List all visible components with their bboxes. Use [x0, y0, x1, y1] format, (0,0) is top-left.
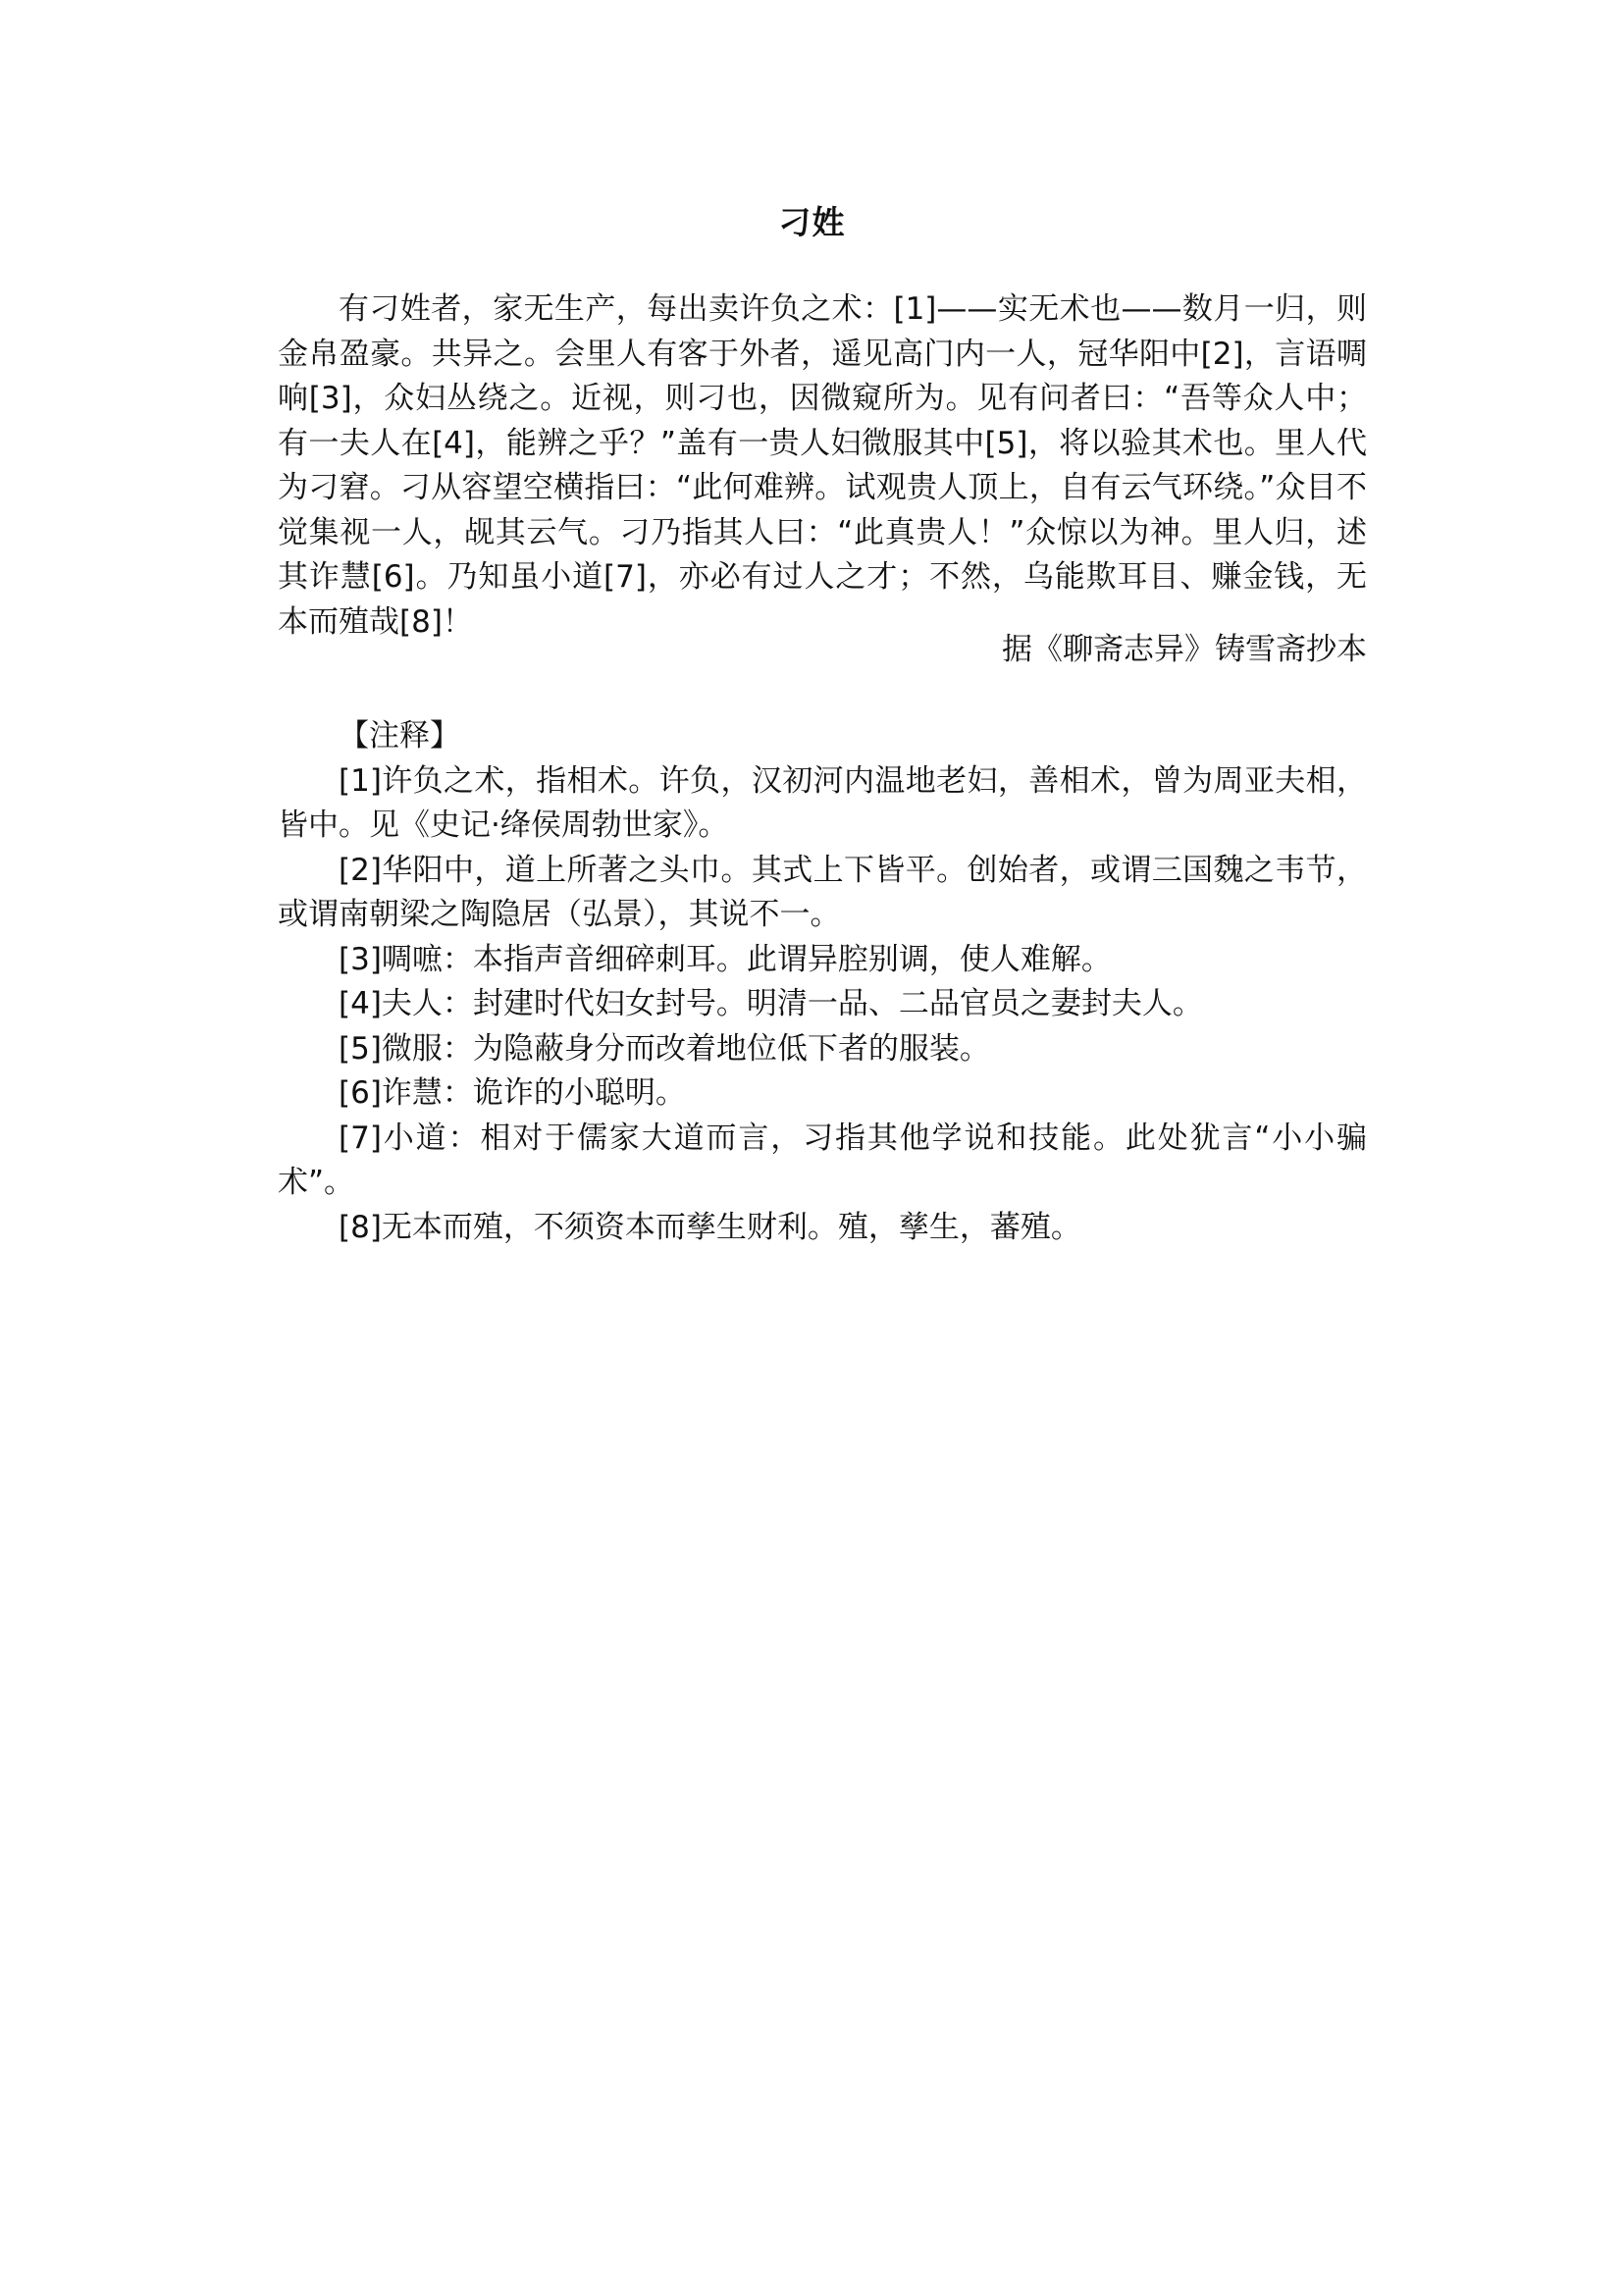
note-item: [7]小道：相对于儒家大道而言，习指其他学说和技能。此处犹言“小小骗术”。	[278, 1120, 1367, 1200]
notes-section	[278, 714, 1367, 1250]
source-citation: 据《聊斋志异》铸雪斋抄本	[1002, 632, 1367, 667]
note-item: [4]夫人：封建时代妇女封号。明清一品、二品官员之妻封夫人。	[339, 986, 1203, 1021]
note-item: [6]诈慧：诡诈的小聪明。	[339, 1075, 686, 1111]
note-item: [2]华阳中，道上所著之头巾。其式上下皆平。创始者，或谓三国魏之韦节，或谓南朝梁之陶隐居（弘景），其说不一。	[278, 852, 1367, 932]
notes-heading: 【注释】	[339, 718, 460, 754]
story-paragraph: 有刁姓者，家无生产，每出卖许负之术：[1]——实无术也——数月一归，则金帛盈豪。共异之。会里人有客于外者，遥见高门内一人，冠华阳中[2]，言语啁响[3]，众妇丛绕之。近视，则刁也，因微窥所为。见有问者曰：“吾等众人中；有一夫人在[4]，能辨之乎？”盖有一贵人妇微服其中[5]，将以验其术也。里人代为刁窘。刁从容望空横指曰：“此何难辨。试观贵人顶上，自有云气环绕。”众目不觉集视一人，觇其云气。刁乃指其人曰：“此真贵人！”众惊以为神。里人归，述其诈慧[6]。乃知虽小道[7]，亦必有过人之才；不然，乌能欺耳目、赚金钱，无本而殖哉[8]！	[278, 291, 1367, 640]
note-item: [8]无本而殖，不须资本而孳生财利。殖，孳生，蕃殖。	[339, 1209, 1081, 1245]
note-item: [3]啁嗻：本指声音细碎刺耳。此谓异腔别调，使人难解。	[339, 941, 1112, 977]
document-title: 刁姓	[778, 203, 846, 241]
main-text	[278, 287, 1367, 645]
note-item: [5]微服：为隐蔽身分而改着地位低下者的服装。	[339, 1030, 990, 1067]
note-item: [1]许负之术，指相术。许负，汉初河内温地老妇，善相术，曾为周亚夫相，皆中。见《史记·绛侯周勃世家》。	[278, 762, 1367, 843]
